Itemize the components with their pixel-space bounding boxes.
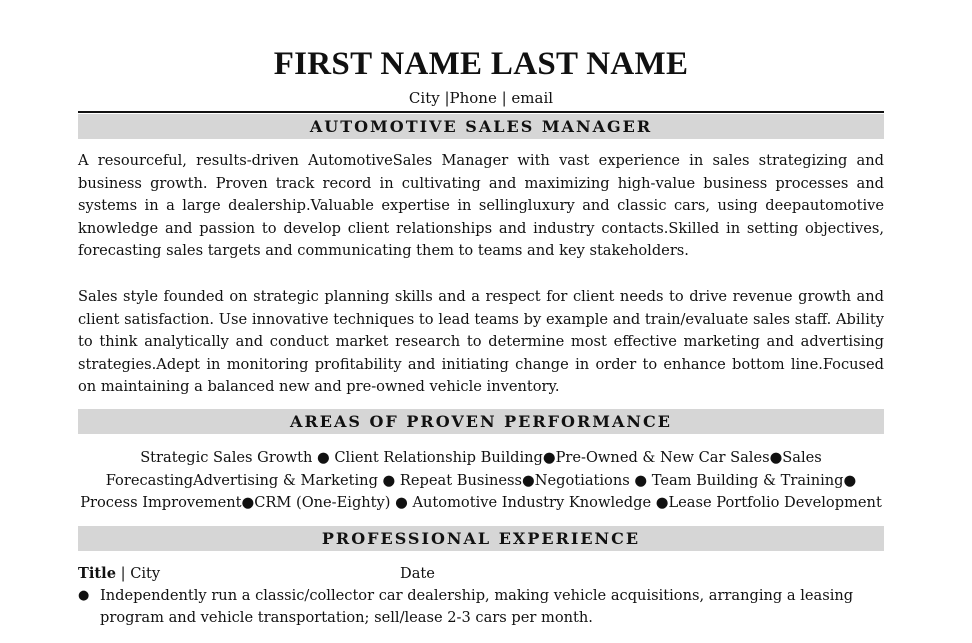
- section-title-automotive-sales-manager: AUTOMOTIVE SALES MANAGER: [78, 114, 884, 139]
- section-title-professional-experience: PROFESSIONAL EXPERIENCE: [78, 526, 884, 551]
- list-item: [78, 585, 884, 629]
- bullet-icon: ●: [78, 588, 90, 603]
- job-bullet-list: [78, 585, 884, 629]
- job-city: City: [130, 565, 161, 582]
- summary-paragraph-1: A resourceful, results-driven AutomotiveSales Manager with vast experience in sales strategizing and business growth. Proven track record in cultivating and maximizing high-value business processes and systems in a large dealership.Valuable expertise in sellingluxury and classic cars, using deepautomotive knowledge and passion to develop client relationships and industry contacts.Skilled in setting objectives, forecasting sales targets and communicating them to teams and key stakeholders.: [78, 152, 884, 260]
- candidate-name: FIRST NAME LAST NAME: [273, 46, 689, 82]
- job-header: [78, 563, 884, 585]
- section-title-areas-of-performance: AREAS OF PROVEN PERFORMANCE: [78, 409, 884, 434]
- job-title: Title: [78, 565, 116, 582]
- job-date: Date: [400, 565, 435, 582]
- skills-list: Strategic Sales Growth ● Client Relationship Building●Pre-Owned & New Car Sales●Sales ForecastingAdvertising & Marketing ● Repeat Business●Negotiations ● Team Building & Training● Process Improvement●CRM (One-Eighty) ● Automotive Industry Knowledge ●Lease Portfolio Development: [80, 449, 882, 512]
- summary-paragraph-2: Sales style founded on strategic planning skills and a respect for client needs to drive revenue growth and client satisfaction. Use innovative techniques to lead teams by example and train/evaluate sales staff. Ability to think analytically and conduct market research to determine most effective marketing and advertising strategies.Adept in monitoring profitability and initiating change in order to enhance bottom line.Focused on maintaining a balanced new and pre-owned vehicle inventory.: [78, 288, 884, 396]
- bullet-text: Independently run a classic/collector car dealership, making vehicle acquisitions, arranging a leasing program and vehicle transportation; sell/lease 2-3 cars per month.: [100, 587, 854, 626]
- header-divider: [78, 111, 884, 113]
- job-separator: |: [115, 565, 131, 582]
- contact-line: City |Phone | email: [408, 89, 554, 107]
